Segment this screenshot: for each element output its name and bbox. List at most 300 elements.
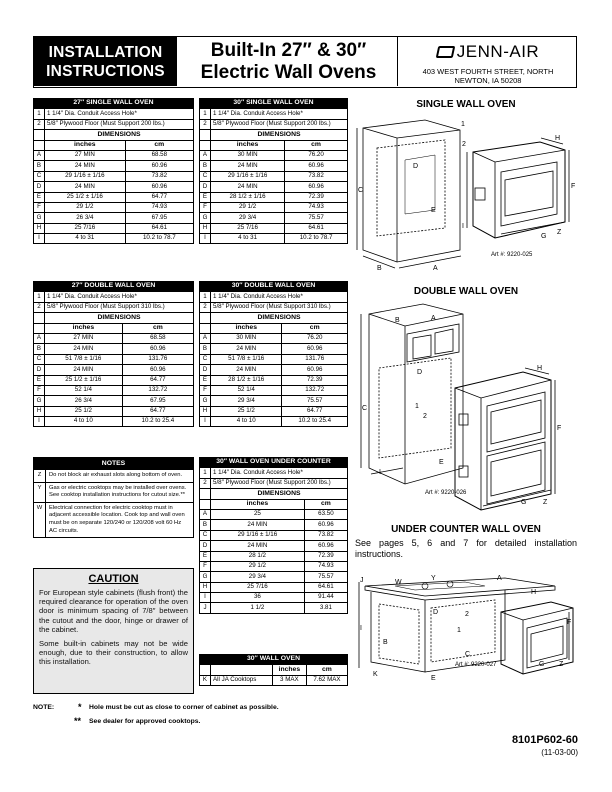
notes-box <box>33 457 194 538</box>
dimension-cm: 75.57 <box>282 396 348 406</box>
dimension-cm: 68.58 <box>125 150 193 160</box>
svg-text:2: 2 <box>465 611 469 618</box>
table-note-row <box>34 119 194 129</box>
dimension-cm: 74.93 <box>125 202 193 212</box>
blank-cell <box>34 130 45 140</box>
table-row <box>34 171 194 181</box>
dimension-inches: 52 1/4 <box>45 385 123 395</box>
svg-text:B: B <box>383 639 388 646</box>
table-row <box>34 385 194 395</box>
svg-text:G: G <box>521 499 527 506</box>
dimension-letter: F <box>34 202 45 212</box>
dimension-cm: 64.77 <box>125 192 193 202</box>
footer-star-1: * <box>78 702 82 712</box>
svg-text:F: F <box>571 183 576 190</box>
svg-text:A: A <box>433 265 438 272</box>
dimension-cm: 10.2 to 25.4 <box>282 417 348 427</box>
blank-cell <box>200 140 211 150</box>
col-cm-header: cm <box>282 323 348 333</box>
note-text: 5/8″ Plywood Floor (Must Support 310 lbs.) <box>211 302 348 312</box>
dimension-inches: 4 to 31 <box>45 234 126 244</box>
cooktop-col-cm: cm <box>306 665 347 675</box>
table-row <box>200 192 348 202</box>
svg-text:D: D <box>433 609 439 616</box>
dimension-inches: 25 7/16 <box>211 582 305 592</box>
note-text: Electrical connection for electric cooktop must in adjacent accessible location. Cook top and wall oven must be on separate 120/240 or 120/208 volt 60 Hz AC circuits. <box>49 504 185 534</box>
dimension-cm: 63.50 <box>304 509 347 519</box>
header <box>33 36 577 88</box>
table-row <box>200 541 348 551</box>
dimension-cm: 67.95 <box>125 213 193 223</box>
dimension-letter: I <box>200 593 211 603</box>
svg-text:I: I <box>379 469 381 476</box>
dimension-inches: 29 1/2 <box>211 202 285 212</box>
installation-instructions-label <box>34 37 177 86</box>
dimension-cm: 60.96 <box>125 182 193 192</box>
svg-text:W: W <box>395 579 402 586</box>
col-cm-header: cm <box>304 499 347 509</box>
dimension-letter: C <box>200 530 211 540</box>
col-inches-header: inches <box>45 323 123 333</box>
svg-text:Z: Z <box>557 229 562 236</box>
dimension-cm: 64.61 <box>304 582 347 592</box>
dimension-inches: 24 MIN <box>45 182 126 192</box>
dimension-inches: 24 MIN <box>211 344 282 354</box>
single-wall-oven-diagram <box>355 110 577 280</box>
note-number: 2 <box>200 478 211 488</box>
note-text: 5/8″ Plywood Floor (Must Support 200 lbs.) <box>211 478 348 488</box>
svg-text:C: C <box>465 651 471 658</box>
svg-text:I: I <box>360 625 362 632</box>
table-note-row <box>200 302 348 312</box>
note-text: 5/8″ Plywood Floor (Must Support 200 lbs.) <box>211 119 348 129</box>
dimension-inches: 26 3/4 <box>45 396 123 406</box>
dimension-letter: J <box>200 603 211 613</box>
table-row <box>200 161 348 171</box>
table-note-row <box>200 478 348 488</box>
svg-text:C: C <box>362 405 368 412</box>
table-row <box>34 202 194 212</box>
dimensions-header: DIMENSIONS <box>45 130 194 140</box>
svg-text:Y: Y <box>431 575 436 582</box>
blank-cell <box>200 323 211 333</box>
dimension-letter: E <box>200 551 211 561</box>
dimension-letter: F <box>34 385 45 395</box>
dimension-cm: 67.95 <box>122 396 193 406</box>
address <box>400 67 576 85</box>
single-wall-oven-title: SINGLE WALL OVEN <box>416 99 516 110</box>
svg-text:D: D <box>413 163 419 170</box>
dimension-inches: 4 to 10 <box>211 417 282 427</box>
table-row <box>34 333 194 343</box>
table-row <box>200 509 348 519</box>
dimension-cm: 64.61 <box>285 223 348 233</box>
dimension-inches: 36 <box>211 593 305 603</box>
dimension-table <box>199 98 348 244</box>
dimension-letter: C <box>200 171 211 181</box>
dimension-inches: 28 1/2 ± 1/16 <box>211 192 285 202</box>
dimension-cm: 91.44 <box>304 593 347 603</box>
table-row <box>34 354 194 364</box>
table-row <box>34 213 194 223</box>
col-cm-header: cm <box>122 323 193 333</box>
dimension-letter: H <box>200 406 211 416</box>
dimension-letter: A <box>200 509 211 519</box>
dimension-inches: 27 MIN <box>45 150 126 160</box>
dimension-cm: 75.57 <box>285 213 348 223</box>
dimension-inches: 27 MIN <box>45 333 123 343</box>
dimension-inches: 24 MIN <box>45 161 126 171</box>
col-inches-header: inches <box>211 499 305 509</box>
svg-text:D: D <box>417 369 423 376</box>
dimension-cm: 72.39 <box>282 375 348 385</box>
dimension-inches: 24 MIN <box>211 161 285 171</box>
brand-logo <box>400 42 576 62</box>
table-row <box>34 192 194 202</box>
cooktop-row-cm: 7.62 MAX <box>306 675 347 685</box>
table-row <box>200 417 348 427</box>
dimension-cm: 60.96 <box>122 365 193 375</box>
under-counter-title: UNDER COUNTER WALL OVEN <box>391 524 541 535</box>
col-cm-header: cm <box>285 140 348 150</box>
table-row <box>34 344 194 354</box>
note-key: Y <box>34 483 46 502</box>
table-row <box>200 333 348 343</box>
svg-text:A: A <box>431 315 436 322</box>
table-row <box>200 572 348 582</box>
dimension-cm: 72.39 <box>304 551 347 561</box>
dimension-inches: 25 <box>211 509 305 519</box>
col-inches-header: inches <box>211 323 282 333</box>
cooktop-table <box>199 654 348 686</box>
dimension-letter: E <box>200 375 211 385</box>
table-row <box>200 354 348 364</box>
svg-text:1: 1 <box>415 403 419 410</box>
dimension-inches: 24 MIN <box>211 365 282 375</box>
dimension-letter: C <box>34 354 45 364</box>
table-row <box>34 417 194 427</box>
note-text: 1 1/4″ Dia. Conduit Access Hole* <box>45 292 194 302</box>
dimension-cm: 72.39 <box>285 192 348 202</box>
svg-text:H: H <box>531 589 537 596</box>
table-note-row <box>34 302 194 312</box>
footer-note-1: Hole must be cut as close to corner of cabinet as possible. <box>89 704 279 711</box>
dimension-table <box>199 281 348 427</box>
table-row <box>34 223 194 233</box>
svg-text:A: A <box>497 575 502 582</box>
table-row <box>200 396 348 406</box>
dimension-cm: 10.2 to 78.7 <box>125 234 193 244</box>
dimension-letter: H <box>34 223 45 233</box>
dimensions-header: DIMENSIONS <box>211 489 348 499</box>
dimension-cm: 10.2 to 25.4 <box>122 417 193 427</box>
table-note-row <box>200 292 348 302</box>
dimension-inches: 4 to 31 <box>211 234 285 244</box>
svg-text:1: 1 <box>461 121 465 128</box>
table-row <box>34 161 194 171</box>
table-row <box>200 530 348 540</box>
table-row <box>200 385 348 395</box>
dimension-letter: D <box>200 541 211 551</box>
note-text: Gas or electric cooktops may be installed over ovens. See cooktop installation instructions for cutout size.** <box>49 484 187 499</box>
table-note-row <box>200 119 348 129</box>
under-counter-text: See pages 5, 6 and 7 for detailed installation instructions. <box>355 538 577 559</box>
svg-text:E: E <box>431 207 436 214</box>
dimension-cm: 3.81 <box>304 603 347 613</box>
dimension-letter: B <box>200 344 211 354</box>
dimension-inches: 52 1/4 <box>211 385 282 395</box>
note-number: 2 <box>200 119 211 129</box>
table-title: 30″ DOUBLE WALL OVEN <box>200 282 348 292</box>
note-text: 1 1/4″ Dia. Conduit Access Hole* <box>211 109 348 119</box>
note-text: Do not block air exhaust slots along bottom of oven. <box>49 472 183 478</box>
note-text: 1 1/4″ Dia. Conduit Access Hole* <box>45 109 194 119</box>
dimension-inches: 51 7/8 ± 1/16 <box>45 354 123 364</box>
footer-star-2: ** <box>74 716 82 726</box>
dimension-letter: E <box>34 375 45 385</box>
blank-cell <box>200 313 211 323</box>
table-title: 27″ SINGLE WALL OVEN <box>34 99 194 109</box>
dimension-inches: 24 MIN <box>211 520 305 530</box>
dimension-letter: A <box>200 150 211 160</box>
dimension-inches: 29 1/16 ± 1/16 <box>211 171 285 181</box>
page-title <box>180 37 398 86</box>
dimension-cm: 60.96 <box>304 520 347 530</box>
table-row <box>200 171 348 181</box>
table-title: 30″ WALL OVEN UNDER COUNTER <box>200 458 348 468</box>
table-row <box>34 375 194 385</box>
svg-text:G: G <box>539 661 545 668</box>
note-item <box>34 482 193 502</box>
dimension-cm: 132.72 <box>122 385 193 395</box>
dimension-letter: E <box>34 192 45 202</box>
table-note-row <box>200 109 348 119</box>
dimension-letter: E <box>200 192 211 202</box>
dimension-inches: 29 3/4 <box>211 396 282 406</box>
note-key: Z <box>34 470 46 482</box>
document-date: (11-03-00) <box>541 748 578 757</box>
dimension-letter: H <box>200 582 211 592</box>
svg-text:G: G <box>541 233 547 240</box>
dimension-inches: 29 3/4 <box>211 213 285 223</box>
under-art-number: Art #: 9220-027 <box>455 662 497 668</box>
table-row <box>200 150 348 160</box>
dimension-inches: 26 3/4 <box>45 213 126 223</box>
dimension-inches: 25 1/2 ± 1/16 <box>45 375 123 385</box>
document-number: 8101P602-60 <box>511 734 578 746</box>
dimension-inches: 25 1/2 ± 1/16 <box>45 192 126 202</box>
svg-text:B: B <box>377 265 382 272</box>
dimension-cm: 74.93 <box>304 561 347 571</box>
svg-text:F: F <box>557 425 562 432</box>
dimensions-header: DIMENSIONS <box>211 130 348 140</box>
blank-cell <box>34 323 45 333</box>
note-number: 1 <box>200 468 211 478</box>
dimension-letter: D <box>34 182 45 192</box>
dimension-inches: 29 1/16 ± 1/16 <box>45 171 126 181</box>
dimension-inches: 30 MIN <box>211 333 282 343</box>
dimension-inches: 28 1/2 <box>211 551 305 561</box>
double-wall-oven-diagram <box>355 298 577 518</box>
svg-text:I: I <box>462 223 464 230</box>
table-row <box>200 551 348 561</box>
dimension-letter: F <box>200 561 211 571</box>
dimension-letter: D <box>200 182 211 192</box>
title-line2: Electric Wall Ovens <box>200 62 377 83</box>
svg-text:H: H <box>537 365 543 372</box>
blank-cell <box>34 313 45 323</box>
dimension-inches: 25 7/16 <box>45 223 126 233</box>
table-row <box>34 182 194 192</box>
svg-text:2: 2 <box>462 141 466 148</box>
note-key: W <box>34 503 46 537</box>
table-row <box>200 202 348 212</box>
note-number: 2 <box>34 302 45 312</box>
dimension-cm: 76.20 <box>285 150 348 160</box>
dimension-inches: 29 1/2 <box>211 561 305 571</box>
header-left-line1: INSTALLATION <box>48 44 163 61</box>
note-number: 1 <box>200 109 211 119</box>
table-title: 27″ DOUBLE WALL OVEN <box>34 282 194 292</box>
dimension-table <box>33 281 194 427</box>
dimension-cm: 10.2 to 78.7 <box>285 234 348 244</box>
svg-text:B: B <box>395 317 400 324</box>
dimension-letter: A <box>34 150 45 160</box>
footer-note-2: See dealer for approved cooktops. <box>89 718 201 725</box>
double-wall-oven-title: DOUBLE WALL OVEN <box>413 286 519 297</box>
blank-cell <box>34 140 45 150</box>
dimension-cm: 60.96 <box>282 344 348 354</box>
dimension-cm: 75.57 <box>304 572 347 582</box>
dimension-letter: G <box>34 213 45 223</box>
dimension-letter: B <box>34 161 45 171</box>
cooktop-table-title: 30″ WALL OVEN <box>200 655 348 665</box>
dimension-cm: 64.77 <box>122 375 193 385</box>
table-row <box>200 213 348 223</box>
header-left-line2: INSTRUCTIONS <box>46 63 165 80</box>
dimension-letter: B <box>200 520 211 530</box>
dimensions-header: DIMENSIONS <box>45 313 194 323</box>
dimension-inches: 25 1/2 <box>211 406 282 416</box>
dimension-letter: H <box>200 223 211 233</box>
dimension-cm: 60.96 <box>125 161 193 171</box>
cooktop-row-letter: K <box>200 675 211 685</box>
dimension-cm: 73.82 <box>285 171 348 181</box>
dimension-cm: 73.82 <box>125 171 193 181</box>
table-row <box>34 365 194 375</box>
dimension-inches: 24 MIN <box>45 344 123 354</box>
dimension-inches: 28 1/2 ± 1/16 <box>211 375 282 385</box>
table-row <box>200 234 348 244</box>
title-line1: Built-In 27″ & 30″ <box>210 40 367 61</box>
table-title: 30″ SINGLE WALL OVEN <box>200 99 348 109</box>
svg-text:Z: Z <box>559 661 564 668</box>
dimension-cm: 132.72 <box>282 385 348 395</box>
svg-text:E: E <box>439 459 444 466</box>
svg-text:Z: Z <box>543 499 548 506</box>
table-row <box>200 603 348 613</box>
blank-cell <box>200 499 211 509</box>
note-number: 1 <box>200 292 211 302</box>
dimension-cm: 68.58 <box>122 333 193 343</box>
table-note-row <box>200 468 348 478</box>
dimension-inches: 51 7/8 ± 1/16 <box>211 354 282 364</box>
note-text: 5/8″ Plywood Floor (Must Support 310 lbs.) <box>45 302 194 312</box>
table-row <box>34 396 194 406</box>
note-text: 1 1/4″ Dia. Conduit Access Hole* <box>211 468 348 478</box>
address-line2: NEWTON, IA 50208 <box>454 76 522 85</box>
cooktop-row-inches: 3 MAX <box>272 675 306 685</box>
dimension-letter: G <box>200 213 211 223</box>
jenn-air-logo-icon <box>436 46 456 58</box>
dimensions-header: DIMENSIONS <box>211 313 348 323</box>
svg-text:H: H <box>555 135 561 142</box>
dimension-letter: I <box>34 234 45 244</box>
table-row <box>34 150 194 160</box>
dimension-letter: G <box>34 396 45 406</box>
dimension-letter: B <box>200 161 211 171</box>
dimension-cm: 60.96 <box>304 541 347 551</box>
dimension-letter: A <box>34 333 45 343</box>
note-item <box>34 502 193 537</box>
table-row <box>200 365 348 375</box>
dimension-inches: 25 7/16 <box>211 223 285 233</box>
table-note-row <box>34 109 194 119</box>
dimension-cm: 131.76 <box>122 354 193 364</box>
dimension-letter: B <box>34 344 45 354</box>
svg-text:J: J <box>360 577 364 584</box>
dimension-letter: H <box>34 406 45 416</box>
brand-name: JENN-AIR <box>456 42 540 61</box>
dimension-inches: 30 MIN <box>211 150 285 160</box>
dimension-letter: C <box>200 354 211 364</box>
dimension-inches: 29 1/2 <box>45 202 126 212</box>
under-counter-diagram <box>355 572 577 682</box>
table-row <box>200 582 348 592</box>
svg-text:K: K <box>373 671 378 678</box>
table-row <box>200 561 348 571</box>
single-art-number: Art #: 9220-025 <box>491 252 533 258</box>
svg-text:C: C <box>358 187 364 194</box>
dimension-inches: 24 MIN <box>45 365 123 375</box>
dimension-letter: G <box>200 396 211 406</box>
blank-cell <box>200 489 211 499</box>
dimension-table <box>33 98 194 244</box>
caution-box <box>33 568 194 694</box>
dimension-inches: 24 MIN <box>211 541 305 551</box>
dimension-inches: 24 MIN <box>211 182 285 192</box>
dimension-inches: 29 3/4 <box>211 572 305 582</box>
table-row <box>200 375 348 385</box>
brand-block <box>400 37 576 86</box>
note-number: 1 <box>34 109 45 119</box>
dimension-cm: 64.77 <box>282 406 348 416</box>
col-inches-header: inches <box>211 140 285 150</box>
address-line1: 403 WEST FOURTH STREET, NORTH <box>422 67 554 76</box>
dimension-table <box>199 457 348 614</box>
cooktop-col-inches: inches <box>272 665 306 675</box>
dimension-cm: 131.76 <box>282 354 348 364</box>
col-cm-header: cm <box>125 140 193 150</box>
table-row <box>34 234 194 244</box>
dimension-cm: 60.96 <box>282 365 348 375</box>
dimension-letter: G <box>200 572 211 582</box>
table-row <box>200 406 348 416</box>
caution-title: CAUTION <box>88 573 139 585</box>
notes-title: NOTES <box>34 458 193 469</box>
blank-cell <box>200 130 211 140</box>
svg-text:E: E <box>431 675 436 682</box>
